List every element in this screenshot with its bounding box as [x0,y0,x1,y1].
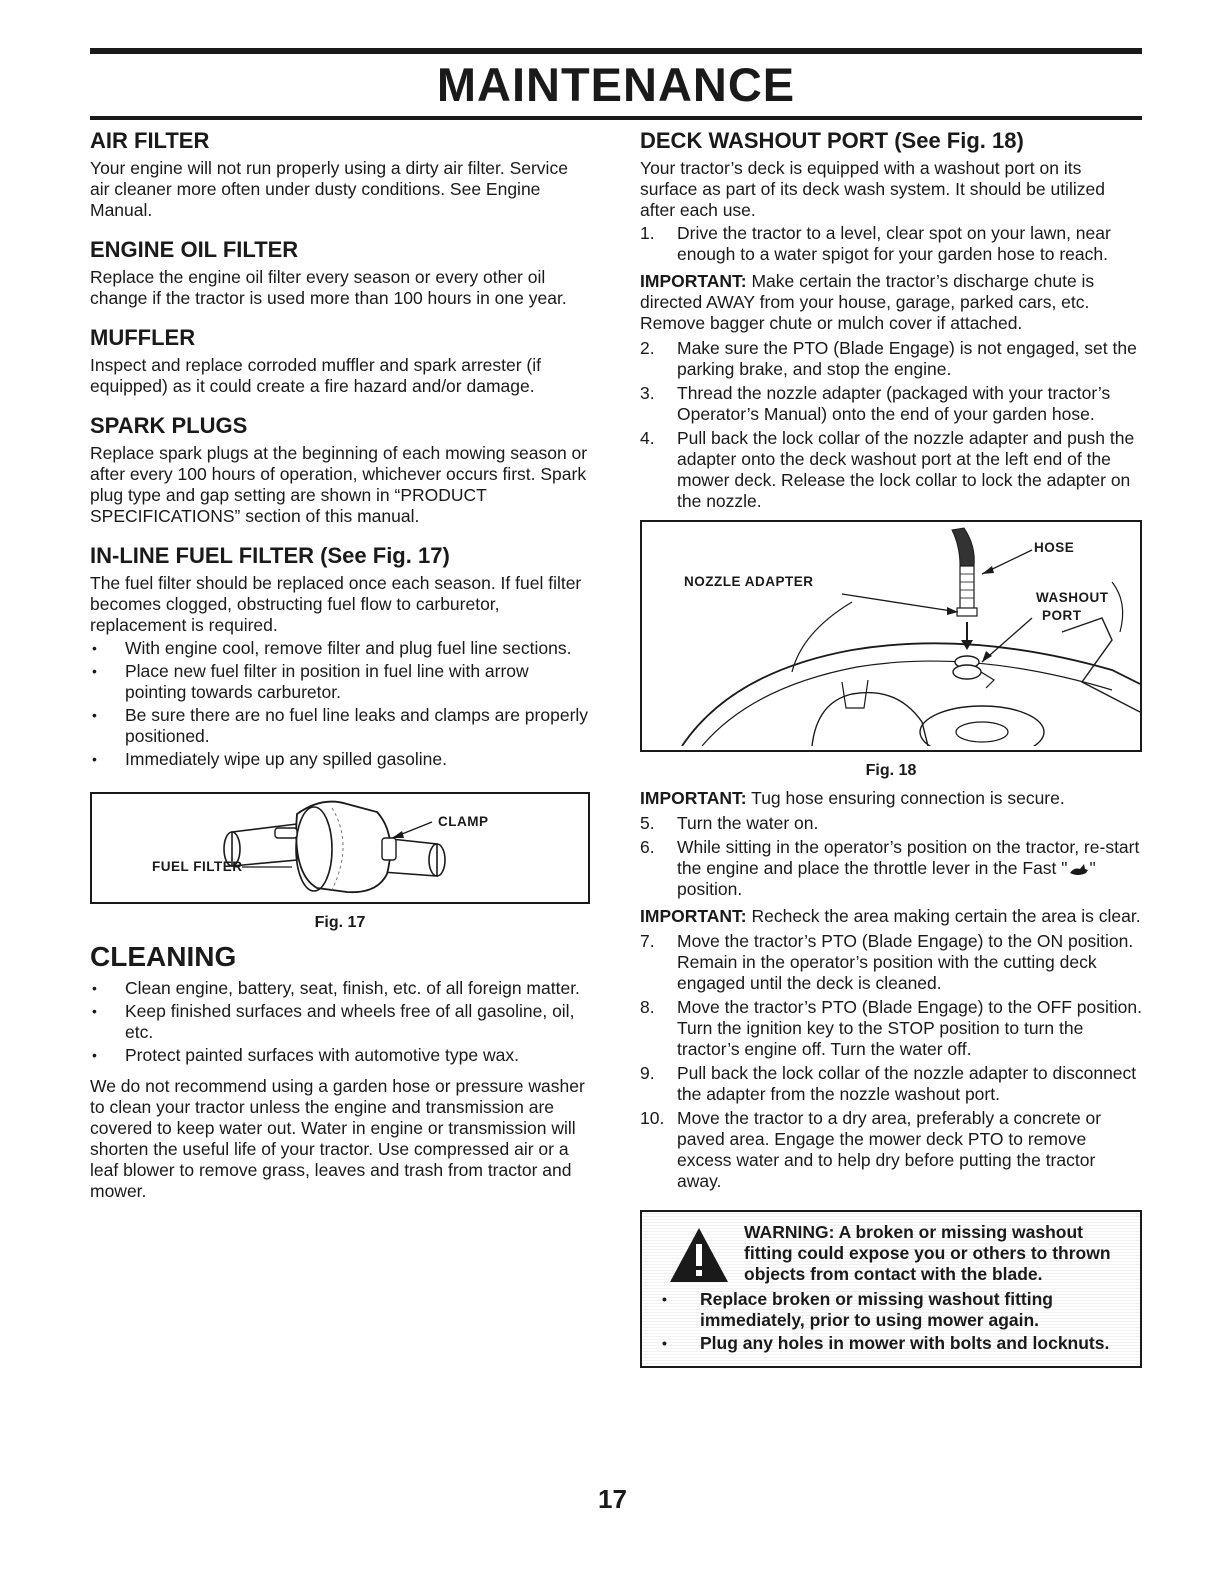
step-text: Thread the nozzle adapter (packaged with your tractor’s Operator’s Manual) onto the end of your garden hose. [677,383,1111,424]
cleaning-section [90,940,590,1202]
muffler-heading: MUFFLER [90,325,196,350]
list-item: • Be sure there are no fuel line leaks and clamps are properly positioned. [90,705,590,747]
list-item [640,383,1142,425]
washout-port-illustration [642,522,1140,746]
figure-18 [640,520,1142,752]
engine-oil-filter-text: Replace the engine oil filter every season or every other oil change if the tractor is used more than 100 hours in one year. [90,267,567,308]
fig17-label-clamp: CLAMP [438,814,489,829]
important-label: IMPORTANT: [640,788,747,808]
fig18-label-washout: WASHOUT [1036,590,1109,605]
spark-plugs-text: Replace spark plugs at the beginning of each mowing season or after every 100 hours of operation, whichever occurs first. Spark plug type and gap setting are shown in “PRODUCT SPECIFICATIONS” section of this manual. [90,443,588,526]
top-rule [90,48,1142,54]
right-column [640,128,1142,1368]
figure-17 [90,792,590,904]
engine-oil-filter-section [90,237,590,309]
warning-box [640,1210,1142,1368]
step-number: 4. [640,428,655,448]
step-text-a: While sitting in the operator’s position on the tractor, re-start the engine and place the throttle lever in the Fast " [677,837,1140,878]
step-text: Move the tractor’s PTO (Blade Engage) to the ON position. Remain in the operator’s position with the cutting deck engaged until the deck is cleaned. [677,931,1134,993]
list-item: • Replace broken or missing washout fitting immediately, prior to using mower again. [660,1289,1126,1331]
list-item [640,931,1142,994]
fuel-filter-list [90,638,590,770]
fuel-filter-section [90,543,590,770]
fig17-label-fuel-filter: FUEL FILTER [152,859,243,874]
fuel-filter-illustration [92,794,588,898]
deck-steps-2 [640,338,1142,512]
important-label: IMPORTANT: [640,906,747,926]
deck-washout-section [640,128,1142,512]
step-number: 8. [640,997,655,1017]
list-item: • Immediately wipe up any spilled gasoline. [90,749,590,770]
step-number: 2. [640,338,655,358]
important-text: Make certain the tractor’s discharge chute is directed AWAY from your house, garage, parked cars, etc. Remove bagger chute or mulch cover if attached. [640,271,1095,333]
list-item: • Clean engine, battery, seat, finish, etc. of all foreign matter. [90,978,590,999]
deck-steps-4 [640,931,1142,1192]
important-note-3 [640,906,1142,927]
list-item [640,837,1142,900]
important-note-1 [640,271,1142,334]
list-item [640,338,1142,380]
list-item: • Protect painted surfaces with automotive type wax. [90,1045,590,1066]
fig17-caption: Fig. 17 [314,914,366,931]
step-number: 9. [640,1063,655,1083]
cleaning-list [90,978,590,1066]
air-filter-heading: AIR FILTER [90,128,210,153]
rabbit-fast-icon [1068,861,1090,877]
cleaning-text: We do not recommend using a garden hose or pressure washer to clean your tractor unless the engine and transmission are covered to keep water out. Water in engine or transmission will shorten the useful life of your tractor. Use compressed air or a leaf blower to remove grass, leaves and trash from tractor and mower. [90,1076,585,1201]
cleaning-heading: CLEANING [90,941,237,972]
air-filter-text: Your engine will not run properly using a dirty air filter. Service air cleaner more often under dusty conditions. See Engine Manual. [90,158,568,220]
deck-washout-heading: DECK WASHOUT PORT (See Fig. 18) [640,128,1024,153]
warning-list [660,1289,1126,1354]
step-text: Pull back the lock collar of the nozzle adapter to disconnect the adapter from the nozzle washout port. [677,1063,1137,1104]
important-label: IMPORTANT: [640,271,747,291]
important-note-2 [640,788,1142,809]
manual-page [90,48,1142,1368]
spark-plugs-heading: SPARK PLUGS [90,413,248,438]
muffler-text: Inspect and replace corroded muffler and spark arrester (if equipped) as it could create a fire hazard and/or damage. [90,355,542,396]
warning-triangle-icon [668,1226,730,1284]
deck-washout-intro: Your tractor’s deck is equipped with a washout port on its surface as part of its deck wash system. It should be utilized after each use. [640,158,1105,220]
muffler-section [90,325,590,397]
step-number: 1. [640,223,655,243]
left-column [90,128,590,1368]
step-text: Pull back the lock collar of the nozzle adapter and push the adapter onto the deck washout port at the left end of the mower deck. Release the lock collar to lock the adapter on the nozzle. [677,428,1135,511]
page-number: 17 [598,1484,627,1514]
fig18-caption: Fig. 18 [865,762,917,779]
list-item [640,813,1142,834]
deck-steps-1 [640,223,1142,265]
step-number: 7. [640,931,655,951]
step-number: 3. [640,383,655,403]
page-title: MAINTENANCE [436,58,796,111]
step-text: Move the tractor’s PTO (Blade Engage) to the OFF position. Turn the ignition key to the STOP position to turn the tractor’s engine off. Turn the water off. [677,997,1142,1059]
step-text: Make sure the PTO (Blade Engage) is not engaged, set the parking brake, and stop the engine. [677,338,1137,379]
fig18-label-nozzle-adapter: NOZZLE ADAPTER [684,574,814,589]
important-text: Recheck the area making certain the area is clear. [746,906,1141,926]
air-filter-section [90,128,590,221]
step-number: 10. [640,1108,665,1128]
fuel-filter-text: The fuel filter should be replaced once each season. If fuel filter becomes clogged, obstructing fuel flow to carburetor, replacement is required. [90,573,582,635]
step-text: Move the tractor to a dry area, preferably a concrete or paved area. Engage the mower deck PTO to remove excess water and to help dry before putting the tractor away. [677,1108,1102,1191]
engine-oil-filter-heading: ENGINE OIL FILTER [90,237,299,262]
step-text: Drive the tractor to a level, clear spot on your lawn, near enough to a water spigot for your garden hose to reach. [677,223,1111,264]
step-text: Turn the water on. [677,813,819,833]
fig18-label-hose: HOSE [1034,540,1075,555]
warning-text: WARNING: A broken or missing washout fitting could expose you or others to thrown objects from contact with the blade. [744,1222,1111,1284]
step-text-b: " position. [677,858,1096,899]
list-item: • With engine cool, remove filter and plug fuel line sections. [90,638,590,659]
title-rule [90,116,1142,120]
list-item [640,1108,1142,1192]
spark-plugs-section [90,413,590,527]
list-item [640,428,1142,512]
list-item [640,1063,1142,1105]
step-number: 5. [640,813,655,833]
deck-steps-3 [640,813,1142,900]
list-item [640,997,1142,1060]
fig18-label-port: PORT [1042,608,1082,623]
list-item: • Place new fuel filter in position in fuel line with arrow pointing towards carburetor. [90,661,590,703]
list-item: • Plug any holes in mower with bolts and locknuts. [660,1333,1126,1354]
step-number: 6. [640,837,655,857]
important-text: Tug hose ensuring connection is secure. [746,788,1065,808]
list-item [640,223,1142,265]
list-item: • Keep finished surfaces and wheels free of all gasoline, oil, etc. [90,1001,590,1043]
fuel-filter-heading: IN-LINE FUEL FILTER (See Fig. 17) [90,543,450,568]
